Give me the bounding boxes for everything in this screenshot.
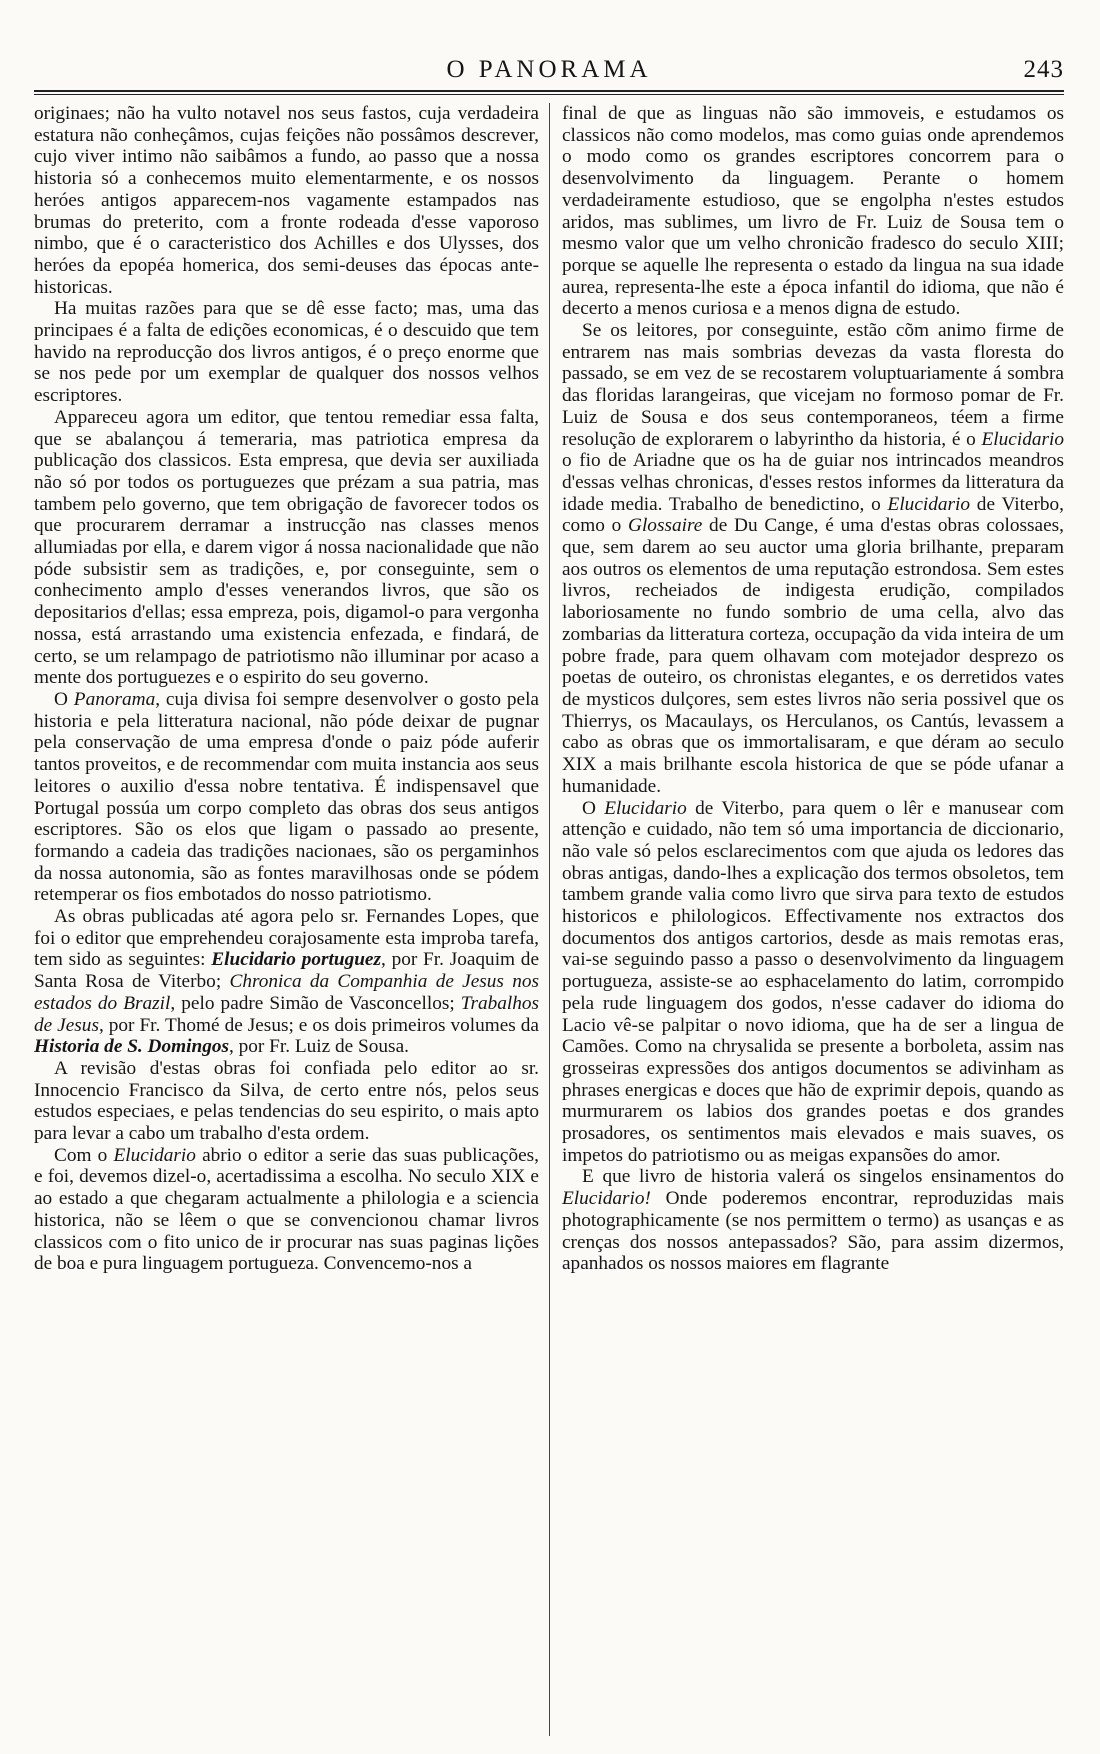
page-header [34,56,1064,90]
italic-title: Elucidario [887,493,971,515]
text-run: O [54,688,74,710]
text-run: Com o [54,1144,114,1166]
paragraph [562,798,1064,1167]
paragraph [34,1145,539,1275]
italic-title: Glossaire [628,515,703,537]
text-run: , por Fr. Thomé de Jesus; e os dois primeiros volumes da [98,1014,539,1036]
text-run: , pelo padre Simão de Vasconcellos; [170,992,461,1014]
page-number: 243 [1023,56,1064,83]
running-title: O PANORAMA [446,56,652,83]
right-column [549,103,1064,1736]
paragraph [34,906,539,1058]
italic-title: Elucidario [981,428,1064,450]
text-run: , por Fr. Luiz de Sousa. [229,1036,409,1058]
bold-italic-title: Historia de S. Domingos [34,1036,229,1058]
paragraph [34,407,539,689]
text-run: Ha muitas razões para que se dê esse facto; mas, uma das principaes é a falta de edições economicas, é o descuido que tem havido na reproducção dos livros antigos, é o preço enorme que se nos pede por um exemplar de qualquer dos nossos velhos escriptores. [34,298,539,407]
text-run: de Viterbo, para quem o lêr e manusear com attenção e cuidado, não tem só uma importancia de diccionario, não vale só pelos esclarecimentos com que ajuda os ledores das obras antigas, dando-lhes a explicação dos termos obsoletos, tem tambem grande valia como livro que sirva para texto de estudos historicos e philologicos. Effectivamente nos extractos dos documentos dos antigos cartorios, desde as mais remotas eras, vai-se seguindo passo a passo o desenvolvimento da linguagem portugueza, assiste-se ao esphacelamento do latim, corrompido pela rude linguagem dos godos, n'esse cadaver do idioma do Lacio vê-se palpitar o novo idioma, que ha de ser a lingua de Camões. Como na chrysalida se presente a borboleta, assim nas grosseiras expressões dos antigos documentos se adivinham as phrases energicas e doces que hão de exprimir depois, quando as murmurarem os labios dos grandes poetas e dos grandes prosadores, os sentimentos mais elevados e mais suaves, os impetos do patriotismo ou as meigas expansões do amor. [562,797,1064,1166]
header-rule [34,90,1064,95]
text-run: , cuja divisa foi sempre desenvolver o gosto pela historia e pela litteratura nacional, não póde deixar de pugnar pela conservação de uma empresa d'onde o paiz póde auferir tantos proveitos, e de recommendar com muita instancia aos seus leitores o auxilio d'essa nobre tentativa. É indispensavel que Portugal possúa um corpo completo das obras dos seus antigos escriptores. São os elos que ligam o passado ao presente, formando a cadeia das tradições nacionaes, são os pergaminhos da nossa autonomia, são as fontes maravilhosas onde se pódem retemperar os fios embotados do nosso patriotismo. [34,688,539,906]
text-run: Appareceu agora um editor, que tentou remediar essa falta, que se abalançou á temeraria, mas patriotica empresa da publicação dos classicos. Esta empresa, que devia ser auxiliada não só por todos os portuguezes que prézam a sua patria, mas tambem pelo governo, que tem obrigação de favorecer todos os que procurarem derramar a instrucção nas classes menos allumiadas por ella, e darem vigor á nossa nacionalidade que não póde subsistir sem as tradições, e, por conseguinte, sem o conhecimento amplo d'esses venerandos livros, que são os depositarios d'ellas; essa empreza, pois, digamol-o para vergonha nossa, está arrastando uma existencia enfezada, e findará, de certo, se um relampago de patriotismo não illuminar por acaso a mente dos portuguezes e o espirito do seu governo. [34,406,539,689]
text-columns [34,103,1064,1736]
text-run: A revisão d'estas obras foi confiada pelo editor ao sr. Innocencio Francisco da Silva, de certo entre nós, pelos seus estudos especiaes, e pelas tendencias do seu espirito, o mais apto para levar a cabo um trabalho d'esta ordem. [34,1057,539,1145]
text-run: As obras publicadas até agora pelo sr. Fernandes Lopes, que foi o editor que emprehendeu corajosamente esta improba tarefa, tem sido as seguintes: [34,906,539,971]
paragraph [562,1166,1064,1275]
paragraph [34,298,539,407]
left-column [34,103,549,1736]
italic-title: Chronica da Companhia de Jesus nos estados do Brazil [34,971,539,1014]
bold-italic-title: Elucidario portuguez [211,949,381,971]
paragraph [34,1058,539,1145]
paragraph [34,689,539,906]
text-run: de Du Cange, é uma d'estas obras colossaes, que, sem darem ao seu auctor uma gloria brilhante, preparam aos outros os elementos de uma reputação estrondosa. Sem estes livros, recheiados de indigesta erudição, compilados laboriosamente no fundo sombrio de uma cella, alvo das zombarias da litteratura corteza, occupação da vida inteira de um pobre frade, para quem olhavam com motejador desprezo os poetas de outeiro, os chronistas elegantes, e os derretidos vates de mysticos dulçores, sem estes livros não seria possivel que os Thierrys, os Macaulays, os Herculanos, os Cantús, levassem a cabo as obras que os immortalisaram, e que déram ao seculo XIX a mais brilhante escola historica de que se póde ufanar a humanidade. [562,515,1064,797]
italic-title: Trabalhos de Jesus [34,992,540,1036]
paragraph [34,103,539,298]
text-run: Onde poderemos encontrar, reproduzidas mais photographicamente (se nos permittem o termo) as usanças e as crenças dos nossos antepassados? São, para assim dizermos, apanhados os nossos maiores em flagrante [562,1188,1064,1275]
text-run: o fio de Ariadne que os ha de guiar nos intrincados meandros d'essas velhas chronicas, d'esses restos informes da litteratura da idade media. Trabalho de benedictino, o [562,450,1064,515]
text-run: abrio o editor a serie das suas publicações, e foi, devemos dizel-o, acertadissima a escolha. No seculo XIX e ao estado a que chegaram actualmente a philologia e a sciencia historica, não se lêem o que se convencionou chamar livros classicos com o fito unico de ir procurar nas suas paginas lições de boa e pura linguagem portugueza. Convencemo-nos a [34,1144,539,1275]
paragraph [562,320,1064,797]
text-run: E que livro de historia valerá os singelos ensinamentos do [582,1166,1064,1188]
italic-title: Elucidario [113,1144,196,1166]
text-run: , por Fr. Joaquim de Santa Rosa de Viterbo; [34,949,540,993]
text-run: O [582,797,605,819]
text-run: originaes; não ha vulto notavel nos seus fastos, cuja verdadeira estatura não conheçâmos, cujas feições não possâmos descrever, cujo viver intimo não saibâmos a fundo, ao passo que a nossa historia só a conhecemos muito elementarmente, e os nossos heróes antigos apparecem-nos vagamente estampados nas brumas do preterito, com a fronte rodeada d'esse vaporoso nimbo, que é o caracteristico dos Achilles e dos Ulysses, dos heróes da epopéa homerica, dos semi-deuses das épocas ante-historicas. [34,103,539,298]
paragraph [562,103,1064,320]
italic-title: Panorama [73,688,156,710]
text-run: final de que as linguas não são immoveis, e estudamos os classicos não como modelos, mas como guias onde aprendemos o modo como os grandes escriptores concorrem para o desenvolvimento da linguagem. Perante o homem verdadeiramente estudioso, que se engolpha n'estes estudos aridos, mas sublimes, um livro de Fr. Luiz de Sousa tem o mesmo valor que um velho chronicão fradesco do seculo XIII; porque se aquelle lhe representa o estado da lingua na sua idade aurea, representa-lhe este a época infantil do idioma, que não é decerto a menos curiosa e a menos digna de estudo. [562,103,1064,320]
text-run: Se os leitores, por conseguinte, estão cõm animo firme de entrarem nas mais sombrias devezas da vasta floresta do passado, se em vez de se recostarem voluptuariamente á sombra das floridas larangeiras, que vicejam no formoso pomar de Fr. Luiz de Sousa e dos seus contemporaneos, téem a firme resolução de explorarem o labyrintho da historia, é o [562,320,1064,450]
text-run: de Viterbo, como o [562,493,1064,537]
italic-title: Elucidario [604,797,687,819]
italic-title: Elucidario! [562,1188,651,1210]
